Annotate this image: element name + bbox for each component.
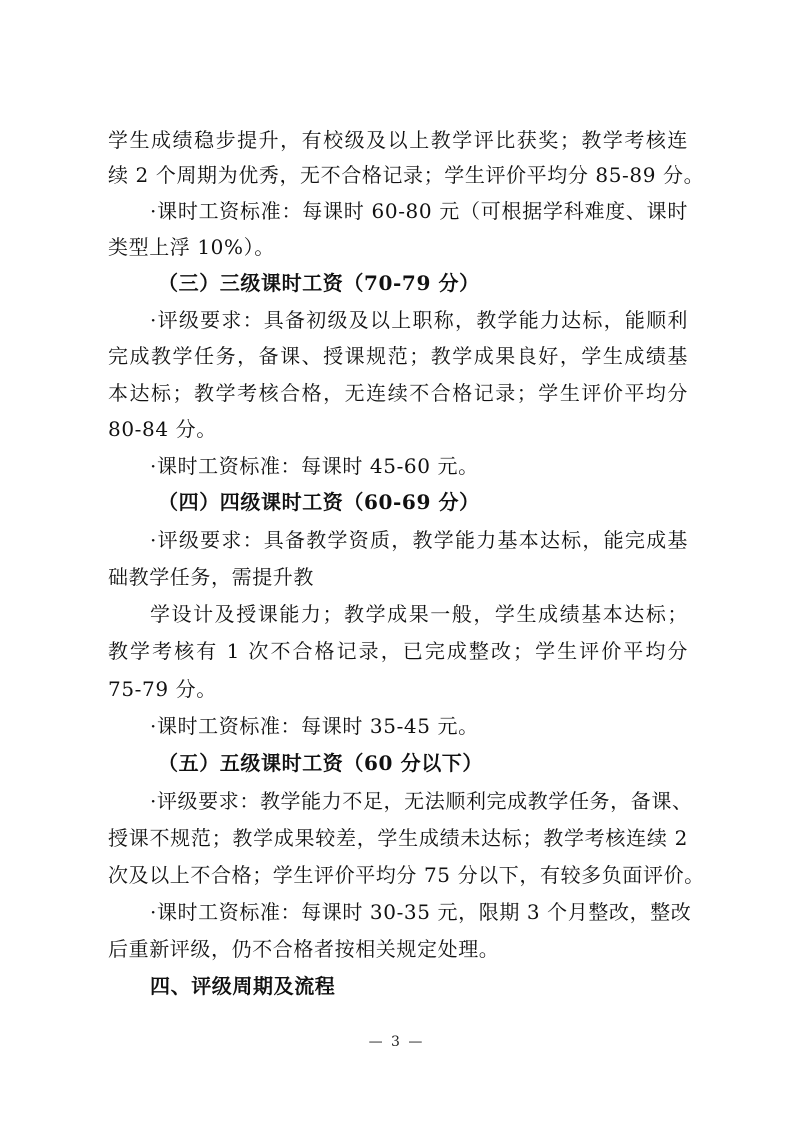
paragraph-line: ·课时工资标准：每课时 60-80 元（可根据学科难度、课时: [150, 199, 688, 223]
paragraph-line: ·课时工资标准：每课时 30-35 元，限期 3 个月整改，整改: [150, 900, 692, 924]
paragraph-line: 类型上浮 10%）。: [108, 235, 275, 259]
paragraph-line: 本达标；教学考核合格，无连续不合格记录；学生评价平均分: [108, 381, 688, 405]
paragraph-line: 学设计及授课能力；教学成果一般，学生成绩基本达标；: [150, 602, 688, 626]
paragraph-line: ·评级要求：具备初级及以上职称，教学能力达标，能顺利: [150, 308, 688, 332]
paragraph-line: 次及以上不合格；学生评价平均分 75 分以下，有较多负面评价。: [108, 863, 705, 887]
paragraph-line: 授课不规范；教学成果较差，学生成绩未达标；教学考核连续 2: [108, 826, 688, 850]
section-heading-3: （三）三级课时工资（70-79 分）: [158, 271, 480, 295]
paragraph-line: ·评级要求：教学能力不足，无法顺利完成教学任务，备课、: [150, 789, 693, 813]
page-number: — 3 —: [368, 1034, 425, 1050]
paragraph-line: 学生成绩稳步提升，有校级及以上教学评比获奖；教学考核连: [108, 128, 688, 152]
paragraph-line: ·课时工资标准：每课时 45-60 元。: [150, 454, 479, 478]
paragraph-line: 础教学任务，需提升教: [108, 565, 314, 589]
paragraph-line: 80-84 分。: [108, 417, 217, 441]
paragraph-line: ·课时工资标准：每课时 35-45 元。: [150, 714, 479, 738]
paragraph-line: 教学考核有 1 次不合格记录，已完成整改；学生评价平均分: [108, 639, 688, 663]
chapter-heading: 四、评级周期及流程: [150, 974, 336, 998]
paragraph-line: 后重新评级，仍不合格者按相关规定处理。: [108, 937, 500, 961]
paragraph-line: 75-79 分。: [108, 677, 217, 701]
paragraph-line: ·评级要求：具备教学资质，教学能力基本达标，能完成基: [150, 528, 688, 552]
section-heading-5: （五）五级课时工资（60 分以下）: [158, 751, 483, 775]
paragraph-line: 完成教学任务，备课、授课规范；教学成果良好，学生成绩基: [108, 344, 688, 368]
section-heading-4: （四）四级课时工资（60-69 分）: [158, 490, 480, 514]
paragraph-line: 续 2 个周期为优秀，无不合格记录；学生评价平均分 85-89 分。: [108, 163, 705, 187]
